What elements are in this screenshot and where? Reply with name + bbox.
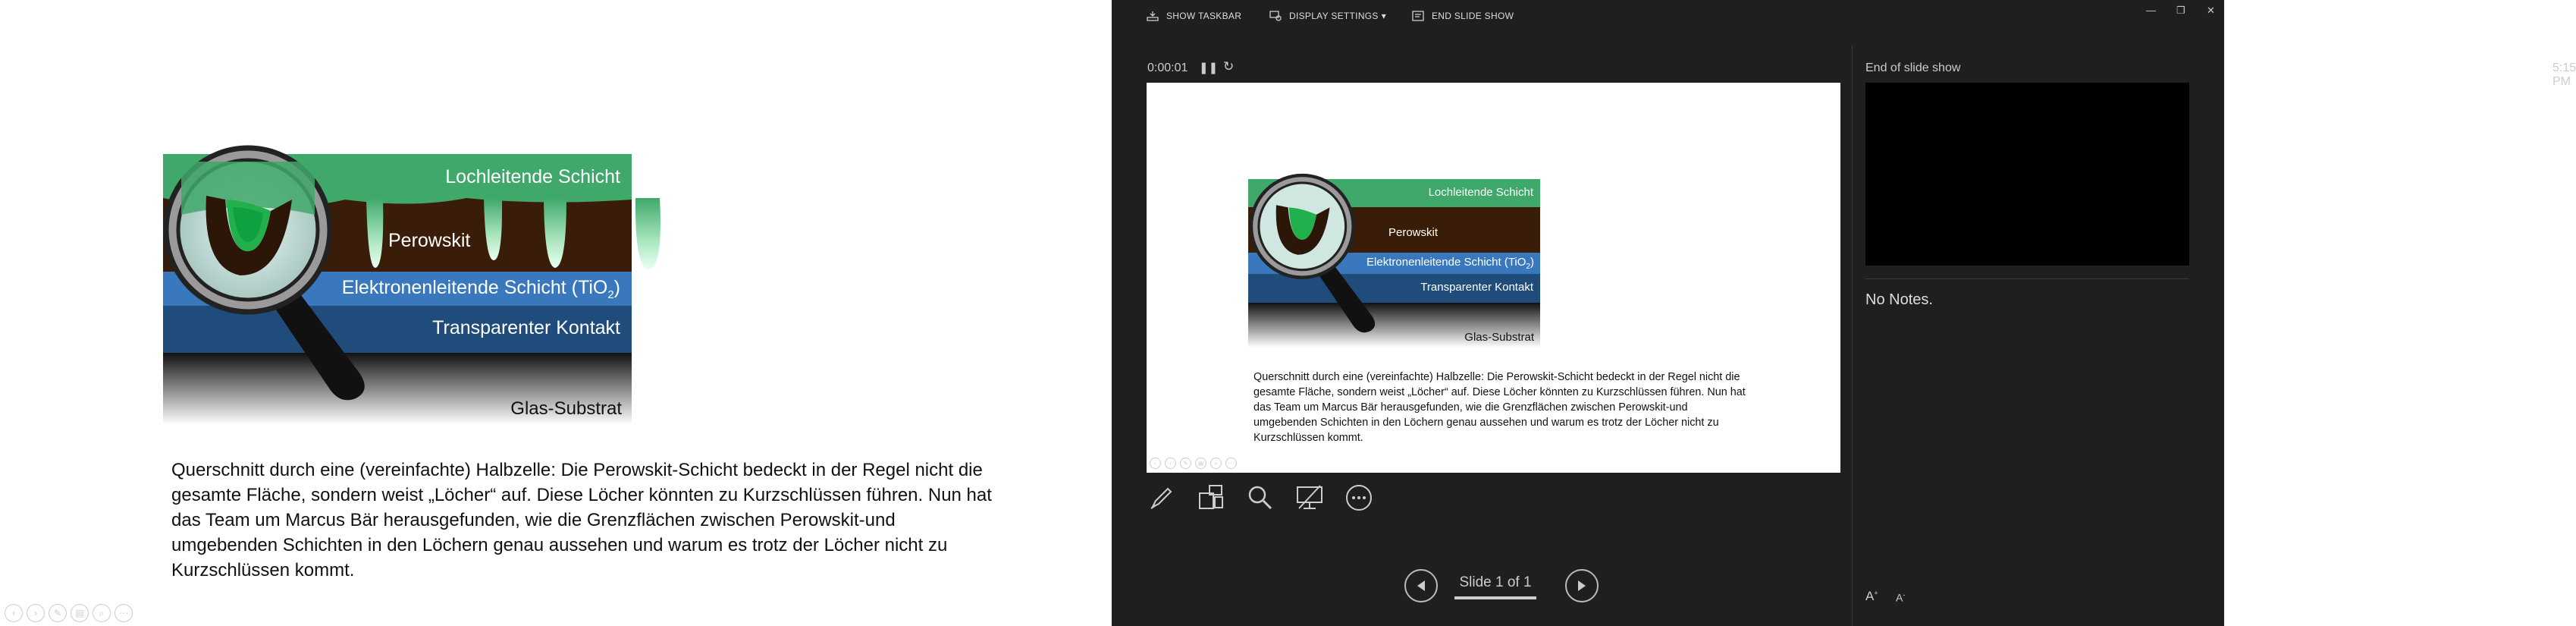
pen-icon[interactable]: ✎ — [49, 604, 67, 622]
preview-label-elektronen — [1366, 256, 1534, 271]
close-icon[interactable]: ✕ — [2207, 5, 2215, 16]
preview-caption-line: gesamte Fläche, sondern weist „Löcher“ auf. Diese Löcher könnten zu Kurzschlüssen führen. Nun hat — [1253, 386, 1746, 398]
preview-label-perowskit: Perowskit — [1388, 226, 1439, 239]
label-lochleitend: Lochleitende Schicht — [445, 166, 620, 187]
next-slide-button[interactable] — [1565, 569, 1599, 602]
caption-line: umgebenden Schichten in den Löchern genau aussehen und warum es trotz der Löcher nicht zu — [171, 535, 948, 555]
perovskite-diagram — [163, 154, 632, 425]
end-show-icon — [1412, 11, 1424, 21]
zoom-icon[interactable] — [1245, 483, 1275, 513]
next-icon[interactable]: › — [27, 604, 45, 622]
more-options-icon[interactable] — [1344, 483, 1374, 513]
preview-label-elektronen-close: ) — [1530, 256, 1534, 269]
next-slide-preview — [1865, 83, 2189, 266]
zoom-icon[interactable]: ⌕ — [93, 604, 111, 622]
pause-icon[interactable]: ❚❚ — [1199, 61, 1219, 74]
pane-divider[interactable] — [1852, 46, 1853, 626]
show-taskbar-label: SHOW TASKBAR — [1166, 11, 1242, 21]
end-slide-show-button[interactable] — [1412, 11, 1514, 21]
preview-more-icon: ⋯ — [1225, 458, 1237, 469]
next-slide-label: End of slide show — [1865, 61, 1961, 74]
restart-icon[interactable]: ↻ — [1223, 59, 1235, 74]
caption-line: gesamte Fläche, sondern weist „Löcher“ auf. Diese Löcher könnten zu Kurzschlüssen führen. Nun hat — [171, 485, 992, 505]
slide-progress-bar — [1454, 596, 1536, 599]
taskbar-icon — [1147, 11, 1159, 21]
preview-caption-line: umgebenden Schichten in den Löchern genau aussehen und warum es trotz der Löcher nicht zu — [1253, 417, 1719, 429]
decrease-font-icon[interactable]: A- — [1896, 591, 1906, 604]
slide-counter[interactable] — [1454, 574, 1536, 599]
slide-counter-label: Slide 1 of 1 — [1459, 574, 1532, 590]
previous-slide-button[interactable] — [1404, 569, 1438, 602]
end-slide-show-label: END SLIDE SHOW — [1432, 11, 1514, 21]
label-perowskit: Perowskit — [388, 230, 471, 251]
preview-slides-icon: ▤ — [1195, 458, 1206, 469]
label-transparent: Transparenter Kontakt — [432, 317, 620, 338]
previous-triangle-icon — [1416, 580, 1426, 592]
caption-line: Querschnitt durch eine (vereinfachte) Halbzelle: Die Perowskit-Schicht bedeckt in der Regel nicht die — [171, 460, 983, 480]
preview-label-glas: Glas-Substrat — [1464, 331, 1534, 344]
black-screen-icon[interactable] — [1294, 483, 1325, 513]
chevron-down-icon: ▾ — [1381, 11, 1387, 21]
see-all-slides-icon[interactable] — [1196, 483, 1226, 513]
restore-icon[interactable]: ❐ — [2176, 5, 2185, 16]
slides-icon[interactable]: ▤ — [71, 604, 89, 622]
preview-zoom-icon: ⌕ — [1210, 458, 1222, 469]
label-elektronen-close: ) — [613, 277, 620, 298]
preview-caption-line: das Team um Marcus Bär herausgefunden, wie die Grenzflächen zwischen Perowskit-und — [1253, 401, 1688, 414]
presenter-view — [1112, 0, 2576, 626]
slide-view — [0, 0, 1112, 626]
label-glas: Glas-Substrat — [510, 398, 622, 419]
preview-mini-toolbar — [1150, 458, 1237, 469]
preview-diagram — [1248, 179, 1540, 348]
show-taskbar-button[interactable] — [1147, 11, 1241, 21]
label-elektronen-text: Elektronenleitende Schicht (TiO — [341, 277, 608, 298]
minimize-icon[interactable]: — — [2146, 5, 2156, 16]
preview-label-transparent: Transparenter Kontakt — [1420, 281, 1533, 294]
label-elektronen-sub: 2 — [607, 288, 614, 301]
current-slide-preview — [1147, 83, 1840, 473]
preview-magnifier-icon — [1244, 179, 1388, 340]
increase-font-icon[interactable]: A+ — [1865, 589, 1878, 603]
display-settings-button[interactable] — [1269, 11, 1386, 21]
more-icon[interactable]: ⋯ — [115, 604, 133, 622]
caption-line: das Team um Marcus Bär herausgefunden, wie die Grenzflächen zwischen Perowskit-und — [171, 510, 896, 530]
preview-label-elektronen-text: Elektronenleitende Schicht (TiO — [1366, 256, 1526, 269]
display-settings-label: DISPLAY SETTINGS — [1289, 11, 1379, 21]
magnifier-icon — [157, 154, 384, 412]
notes-divider — [1865, 278, 2189, 279]
clock: 5:15 PM — [2552, 61, 2576, 88]
preview-next-icon: › — [1165, 458, 1176, 469]
preview-caption-line: Kurzschlüssen kommt. — [1253, 432, 1363, 444]
pen-tool-icon[interactable] — [1147, 483, 1177, 513]
previous-icon[interactable]: ‹ — [5, 604, 23, 622]
preview-caption — [1253, 370, 1746, 445]
speaker-notes[interactable]: No Notes. — [1865, 291, 1933, 308]
next-triangle-icon — [1577, 580, 1587, 592]
preview-pen-icon: ✎ — [1180, 458, 1191, 469]
display-settings-icon — [1269, 11, 1282, 21]
slide-mini-toolbar — [5, 604, 133, 622]
timer: 0:00:01 — [1147, 61, 1188, 74]
slide-caption — [171, 458, 992, 583]
preview-caption-line: Querschnitt durch eine (vereinfachte) Halbzelle: Die Perowskit-Schicht bedeckt in der Regel nicht die — [1253, 371, 1740, 383]
preview-prev-icon: ‹ — [1150, 458, 1161, 469]
preview-label-lochleitend: Lochleitende Schicht — [1428, 186, 1533, 199]
preview-label-elektronen-sub: 2 — [1526, 263, 1530, 271]
caption-line: Kurzschlüssen kommt. — [171, 560, 355, 580]
